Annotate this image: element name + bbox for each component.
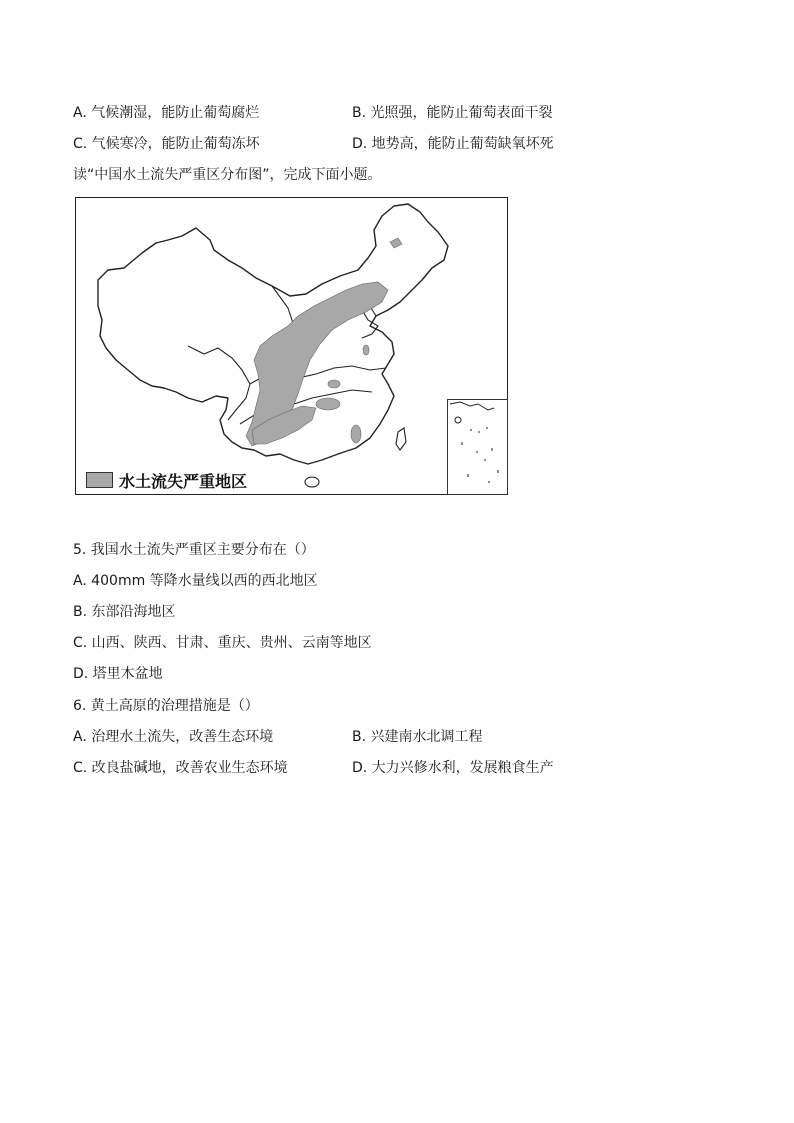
erosion-area-hunan <box>316 398 340 410</box>
inset-coast <box>450 402 494 410</box>
south-china-sea-inset <box>447 399 508 495</box>
hainan-island <box>305 477 319 487</box>
q4-option-c: C. 气候寒冷，能防止葡萄冻坏 <box>73 136 260 152</box>
q5-option-b: B. 东部沿海地区 <box>73 604 176 620</box>
q6-option-d: D. 大力兴修水利，发展粮食生产 <box>352 760 554 776</box>
map-legend <box>86 469 247 491</box>
soil-erosion-map <box>75 197 508 495</box>
erosion-area-hubei <box>328 380 340 388</box>
q4-option-b: B. 光照强，能防止葡萄表面干裂 <box>352 105 553 121</box>
q4-option-a: A. 气候潮湿，能防止葡萄腐烂 <box>73 105 260 121</box>
erosion-area-jiangxi <box>351 425 361 443</box>
map-instruction: 读“中国水土流失严重区分布图”，完成下面小题。 <box>73 167 382 183</box>
q5-option-a: A. 400mm 等降水量线以西的西北地区 <box>73 573 318 589</box>
legend-swatch <box>86 472 113 488</box>
q6-option-a: A. 治理水土流失，改善生态环境 <box>73 729 274 745</box>
legend-label: 水土流失严重地区 <box>119 471 248 491</box>
q5-option-c: C. 山西、陕西、甘肃、重庆、贵州、云南等地区 <box>73 635 372 651</box>
erosion-area-henan <box>363 345 369 355</box>
q5-option-d: D. 塔里木盆地 <box>73 666 163 682</box>
q5-stem: 5. 我国水土流失严重区主要分布在（） <box>73 542 315 558</box>
inset-islands <box>448 400 507 494</box>
q4-option-d: D. 地势高，能防止葡萄缺氧坏死 <box>352 136 554 152</box>
q6-stem: 6. 黄土高原的治理措施是（） <box>73 698 259 714</box>
q6-option-c: C. 改良盐碱地，改善农业生态环境 <box>73 760 288 776</box>
q6-option-b: B. 兴建南水北调工程 <box>352 729 483 745</box>
china-map-drawing <box>76 198 507 494</box>
taiwan-island <box>396 428 406 450</box>
